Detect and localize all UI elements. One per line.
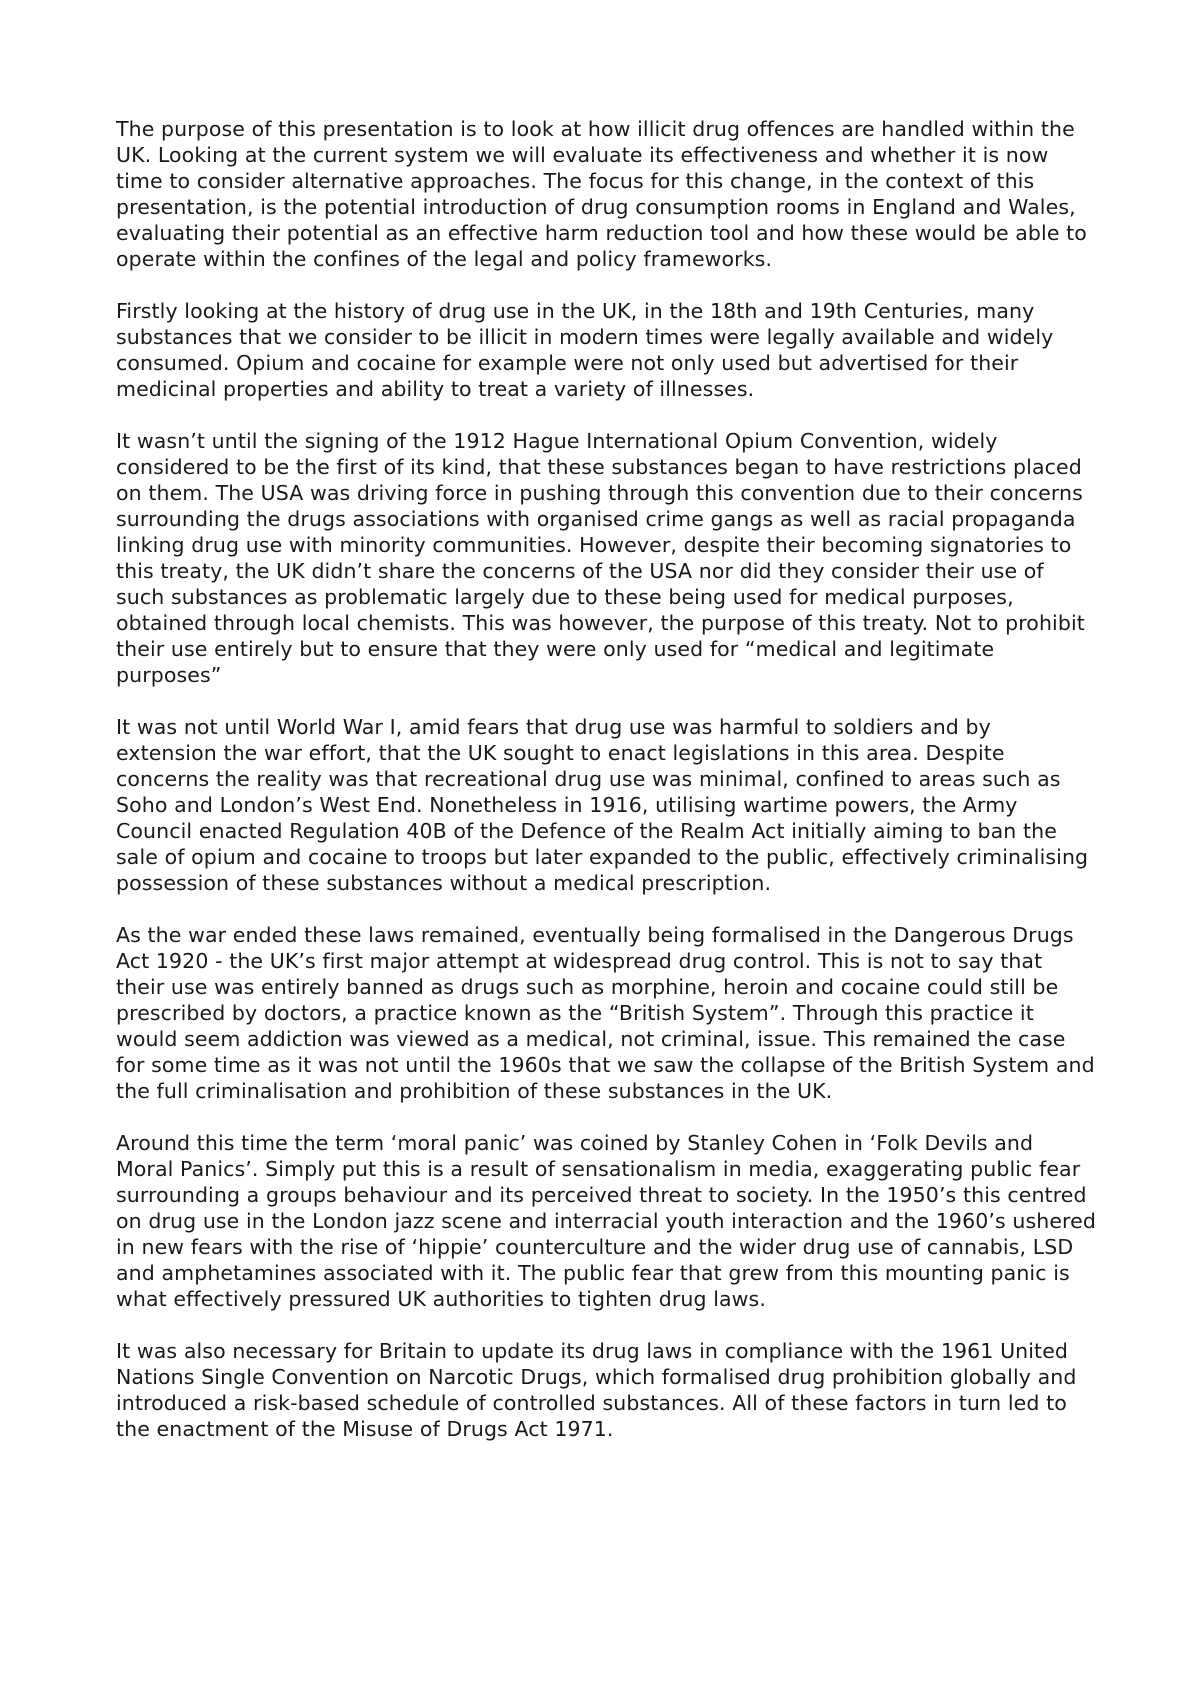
paragraph-misuse-of-drugs-act: It was also necessary for Britain to update its drug laws in compliance with the 1961 United Nations Single Convention on Narcotic Drugs, which formalised drug prohibition globally and introduced a risk-based schedule of controlled substances. All of these factors in turn led to the enactment of the Misuse of Drugs Act 1971.: [116, 1339, 1077, 1441]
paragraph-world-war-one: It was not until World War I, amid fears that drug use was harmful to soldiers and by extension the war effort, that the UK sought to enact legislations in this area. Despite concerns the reality was that recreational drug use was minimal, confined to areas such as Soho and London’s West End. Nonetheless in 1916, utilising wartime powers, the Army Council enacted Regulation 40B of the Defence of the Realm Act initially aiming to ban the sale of opium and cocaine to troops but later expanded to the public, effectively criminalising possession of these substances without a medical prescription.: [116, 715, 1089, 895]
paragraph-dangerous-drugs-act: As the war ended these laws remained, eventually being formalised in the Dangerous Drugs Act 1920 - the UK’s first major attempt at widespread drug control. This is not to say that their use was entirely banned as drugs such as morphine, heroin and cocaine could still be prescribed by doctors, a practice known as the “British System”. Through this practice it would seem addiction was viewed as a medical, not criminal, issue. This remained the case for some time as it was not until the 1960s that we saw the collapse of the British System and the full criminalisation and prohibition of these substances in the UK.: [116, 923, 1095, 1103]
paragraph-history: Firstly looking at the history of drug use in the UK, in the 18th and 19th Centuries, many substances that we consider to be illicit in modern times were legally available and widely consumed. Opium and cocaine for example were not only used but advertised for their medicinal properties and ability to treat a variety of illnesses.: [116, 299, 1054, 401]
paragraph-hague-convention: It wasn’t until the signing of the 1912 Hague International Opium Convention, widely considered to be the first of its kind, that these substances began to have restrictions placed on them. The USA was driving force in pushing through this convention due to their concerns surrounding the drugs associations with organised crime gangs as well as racial propaganda linking drug use with minority communities. However, despite their becoming signatories to this treaty, the UK didn’t share the concerns of the USA nor did they consider their use of such substances as problematic largely due to these being used for medical purposes, obtained through local chemists. This was however, the purpose of this treaty. Not to prohibit their use entirely but to ensure that they were only used for “medical and legitimate purposes”: [116, 429, 1085, 687]
paragraph-moral-panic: Around this time the term ‘moral panic’ was coined by Stanley Cohen in ‘Folk Devils and Moral Panics’. Simply put this is a result of sensationalism in media, exaggerating public fear surrounding a groups behaviour and its perceived threat to society. In the 1950’s this centred on drug use in the London jazz scene and interracial youth interaction and the 1960’s ushered in new fears with the rise of ‘hippie’ counterculture and the wider drug use of cannabis, LSD and amphetamines associated with it. The public fear that grew from this mounting panic is what effectively pressured UK authorities to tighten drug laws.: [116, 1131, 1096, 1311]
paragraph-intro: The purpose of this presentation is to look at how illicit drug offences are handled within the UK. Looking at the current system we will evaluate its effectiveness and whether it is now time to consider alternative approaches. The focus for this change, in the context of this presentation, is the potential introduction of drug consumption rooms in England and Wales, evaluating their potential as an effective harm reduction tool and how these would be able to operate within the confines of the legal and policy frameworks.: [116, 117, 1087, 271]
document-body: [116, 116, 1096, 1468]
